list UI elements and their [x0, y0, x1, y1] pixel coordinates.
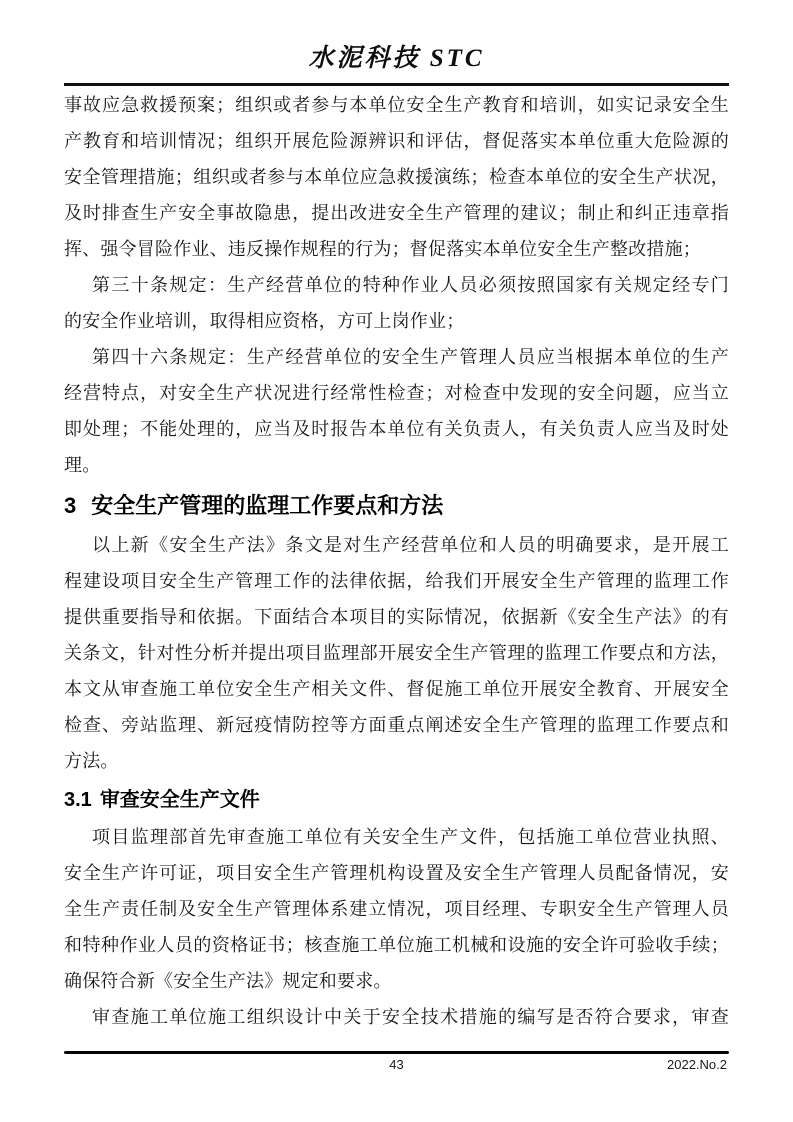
page-footer: [64, 1051, 729, 1075]
text-line: 关条文，针对性分析并提出项目监理部开展安全生产管理的监理工作要点和方法，: [64, 642, 729, 663]
text-line: 程建设项目安全生产管理工作的法律依据，给我们开展安全生产管理的监理工作: [64, 570, 729, 591]
text-line: 和特种作业人员的资格证书；核查施工单位施工机械和设施的安全许可验收手续；: [64, 934, 729, 955]
footer-rule: [64, 1051, 729, 1054]
document-body: [64, 86, 729, 1035]
text-line: 确保符合新《安全生产法》规定和要求。: [64, 970, 392, 991]
text-line: 以上新《安全生产法》条文是对生产经营单位和人员的明确要求，是开展工: [92, 534, 729, 555]
text-line: 挥、强令冒险作业、违反操作规程的行为；督促落实本单位安全生产整改措施；: [64, 238, 701, 259]
heading-title: 审查安全生产文件: [99, 788, 260, 811]
text-line: 审查施工单位施工组织设计中关于安全技术措施的编写是否符合要求，审查: [92, 1006, 729, 1027]
text-line: 产教育和培训情况；组织开展危险源辨识和评估，督促落实本单位重大危险源的: [64, 130, 729, 151]
text-line: 项目监理部首先审查施工单位有关安全生产文件，包括施工单位营业执照、: [92, 826, 729, 847]
text-line: 的安全作业培训，取得相应资格，方可上岗作业；: [64, 310, 465, 331]
journal-title: 水泥科技 STC: [308, 45, 485, 72]
text-line: 方法。: [64, 750, 119, 771]
page-header: [0, 0, 793, 86]
text-line: 安全管理措施；组织或者参与本单位应急救援演练；检查本单位的安全生产状况，: [64, 166, 729, 187]
page-number: 43: [389, 1057, 404, 1072]
text-line: 提供重要指导和依据。下面结合本项目的实际情况，依据新《安全生产法》的有: [64, 606, 729, 627]
text-line: 经营特点，对安全生产状况进行经常性检查；对检查中发现的安全问题，应当立: [64, 382, 729, 403]
text-line: 第四十六条规定：生产经营单位的安全生产管理人员应当根据本单位的生产: [92, 346, 729, 367]
heading-title: 安全生产管理的监理工作要点和方法: [91, 492, 444, 518]
text-line: 理。: [64, 454, 101, 475]
text-line: 全生产责任制及安全生产管理体系建立情况，项目经理、专职安全生产管理人员: [64, 898, 729, 919]
text-line: 安全生产许可证，项目安全生产管理机构设置及安全生产管理人员配备情况，安: [64, 862, 729, 883]
text-line: 本文从审查施工单位安全生产相关文件、督促施工单位开展安全教育、开展安全: [64, 678, 729, 699]
footer-row: [64, 1057, 729, 1075]
text-line: 第三十条规定：生产经营单位的特种作业人员必须按照国家有关规定经专门: [92, 274, 729, 295]
heading-number: 3.1: [64, 788, 92, 811]
text-line: 及时排查生产安全事故隐患，提出改进安全生产管理的建议；制止和纠正违章指: [64, 202, 729, 223]
text-line: 即处理；不能处理的，应当及时报告本单位有关负责人，有关负责人应当及时处: [64, 418, 729, 439]
issue-label: 2022.No.2: [667, 1057, 727, 1072]
subsection-heading: [64, 779, 729, 819]
text-line: 事故应急救援预案；组织或者参与本单位安全生产教育和培训，如实记录安全生: [64, 94, 729, 115]
section-heading: [64, 483, 729, 527]
heading-number: 3: [64, 492, 77, 518]
text-line: 检查、旁站监理、新冠疫情防控等方面重点阐述安全生产管理的监理工作要点和: [64, 714, 729, 735]
